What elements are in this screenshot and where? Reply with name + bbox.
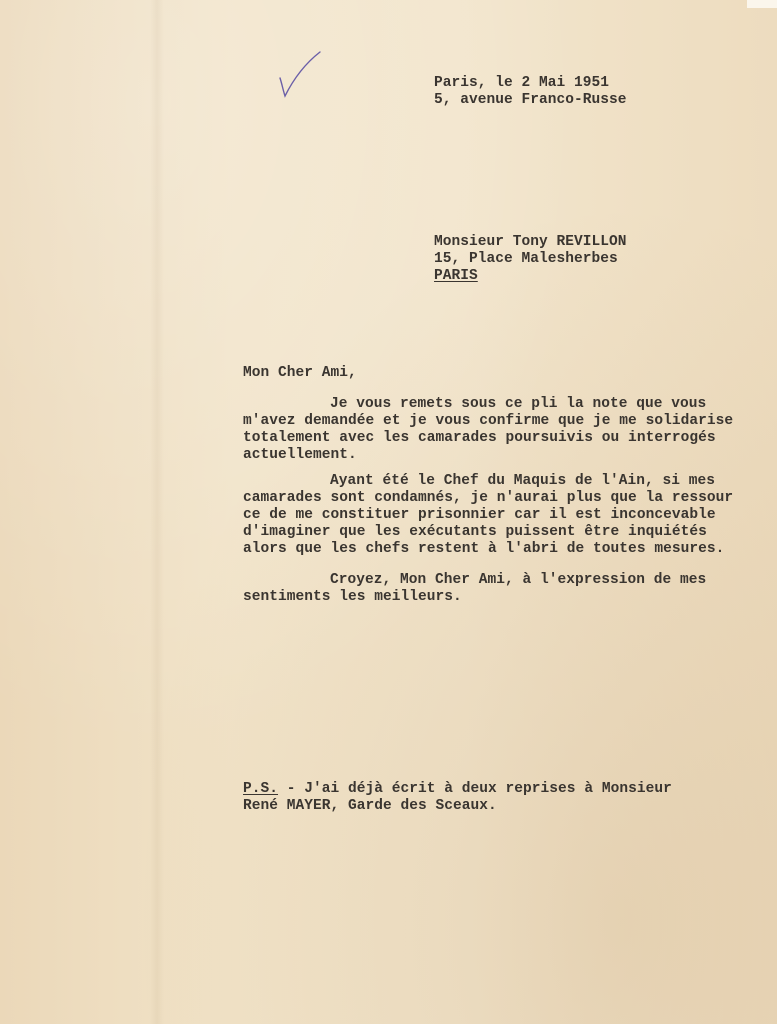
- paragraph1-line1: Je vous remets sous ce pli la note que vous: [330, 396, 707, 412]
- paragraph2-line1: Ayant été le Chef du Maquis de l'Ain, si mes: [330, 473, 716, 489]
- date-line: Paris, le 2 Mai 1951: [434, 75, 610, 91]
- postscript-line1: [243, 781, 672, 798]
- paper-corner: [747, 0, 777, 8]
- sender-address-line: 5, avenue Franco-Russe: [434, 92, 627, 108]
- closing-line2: sentiments les meilleurs.: [243, 589, 462, 605]
- postscript-line2: René MAYER, Garde des Sceaux.: [243, 798, 497, 814]
- pencil-checkmark-icon: [276, 48, 324, 104]
- paper-fold: [150, 0, 164, 1024]
- paragraph1-line4: actuellement.: [243, 447, 357, 463]
- postscript-line1-text: - J'ai déjà écrit à deux reprises à Monsieur: [278, 781, 672, 797]
- paragraph2-line3: ce de me constituer prisonnier car il est inconcevable: [243, 507, 716, 523]
- recipient-city: PARIS: [434, 268, 478, 284]
- paragraph2-line2: camarades sont condamnés, je n'aurai plus que la ressour: [243, 490, 734, 506]
- paragraph2-line4: d'imaginer que les exécutants puissent être inquiétés: [243, 524, 707, 540]
- postscript-label: P.S.: [243, 781, 279, 797]
- salutation: Mon Cher Ami,: [243, 365, 357, 381]
- recipient-street: 15, Place Malesherbes: [434, 251, 618, 267]
- paragraph2-line5: alors que les chefs restent à l'abri de toutes mesures.: [243, 541, 725, 557]
- closing-line1: Croyez, Mon Cher Ami, à l'expression de mes: [330, 572, 707, 588]
- paragraph1-line3: totalement avec les camarades poursuivis ou interrogés: [243, 430, 716, 446]
- paragraph1-line2: m'avez demandée et je vous confirme que je me solidarise: [243, 413, 734, 429]
- recipient-name: Monsieur Tony REVILLON: [434, 234, 627, 250]
